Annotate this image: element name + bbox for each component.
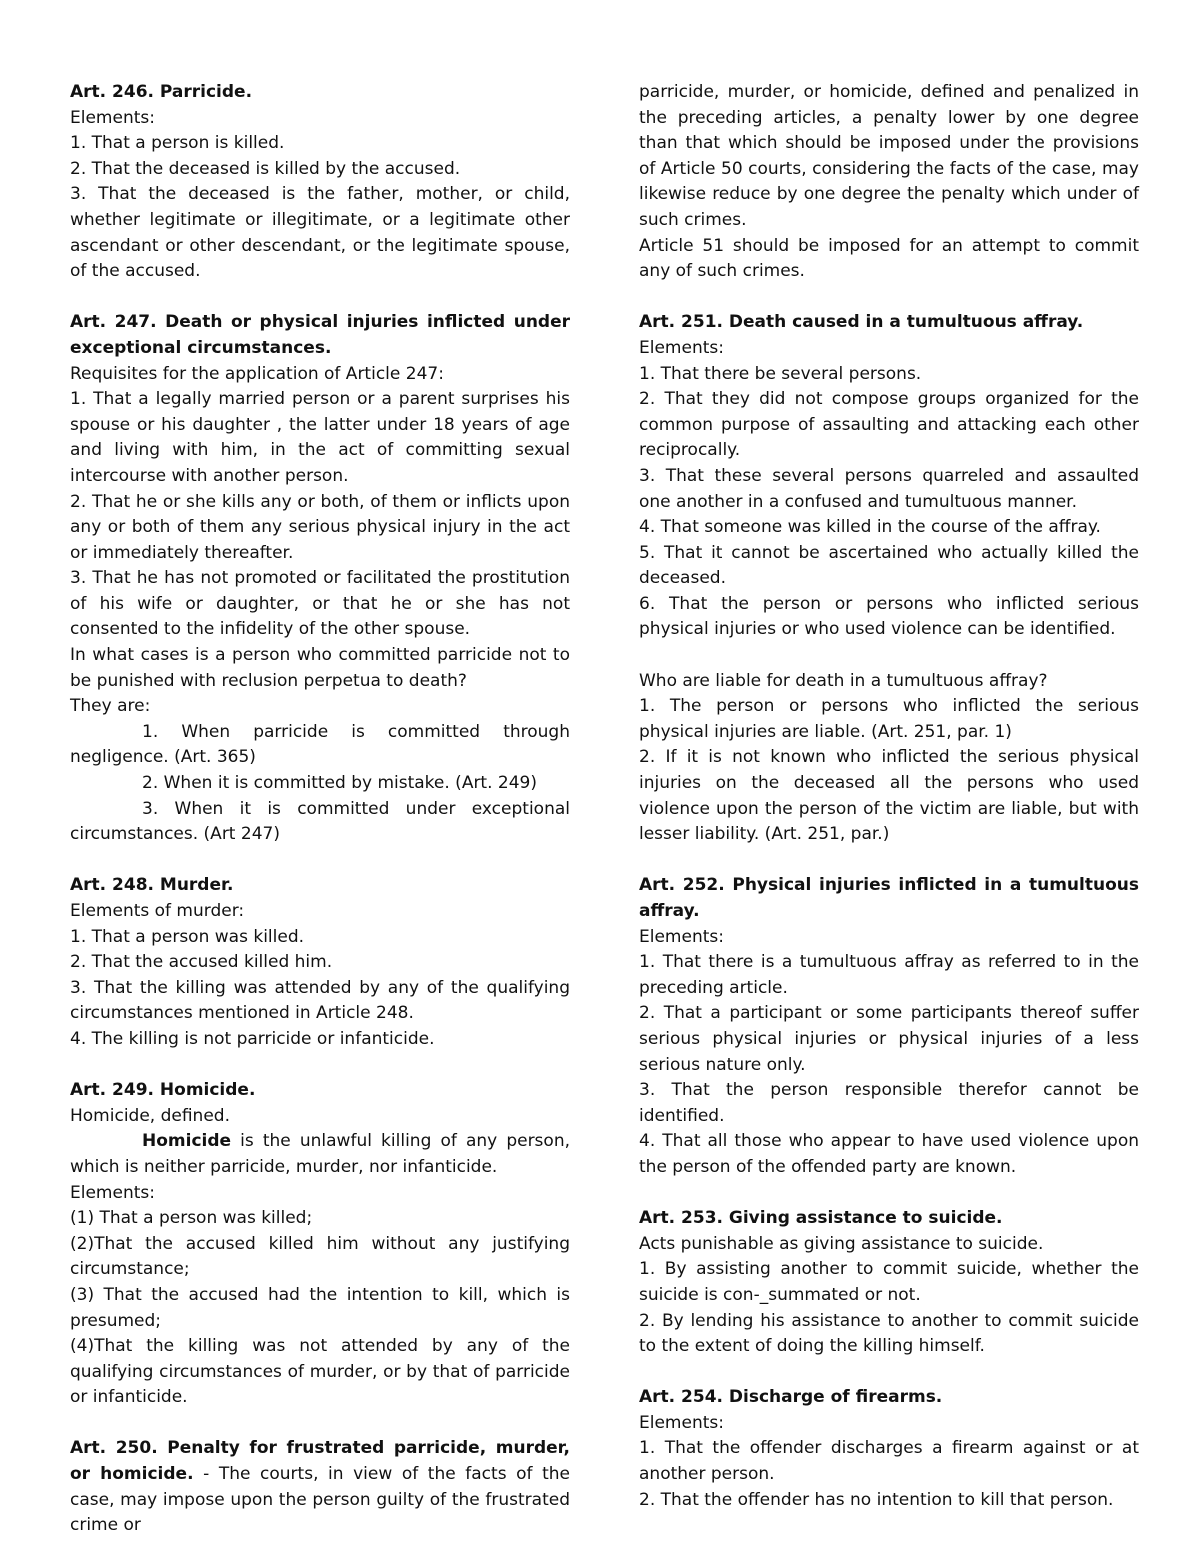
art-247-requisite-1: 1. That a legally married person or a parent surprises his spouse or his daughter , the latter under 18 years of age and living with him, in the act of committing sexual intercourse with another person. — [70, 389, 570, 486]
art-249-defined-label: Homicide, defined. — [70, 1105, 230, 1126]
art-251-elements-label: Elements: — [639, 337, 724, 358]
art-252-section — [639, 873, 1139, 1180]
left-column — [70, 80, 570, 1539]
art-248-heading: Art. 248. Murder. — [70, 875, 234, 896]
art-247-requisite-3: 3. That he has not promoted or facilitated the prostitution of his wife or daughter, or that he or she has not consented to the infidelity of the other spouse. — [70, 568, 570, 640]
art-251-element-3: 3. That these several persons quarreled and assaulted one another in a confused and tumultuous manner. — [639, 465, 1139, 512]
art-253-heading: Art. 253. Giving assistance to suicide. — [639, 1208, 1003, 1229]
right-column — [639, 80, 1139, 1513]
art-248-element-1: 1. That a person was killed. — [70, 926, 305, 947]
art-251-heading: Art. 251. Death caused in a tumultuous affray. — [639, 312, 1084, 333]
art-248-section — [70, 873, 570, 1052]
art-251-question: Who are liable for death in a tumultuous affray? — [639, 670, 1048, 691]
art-254-heading: Art. 254. Discharge of firearms. — [639, 1387, 943, 1408]
art-247-case-1: 1. When parricide is committed through negligence. (Art. 365) — [70, 721, 570, 768]
art-249-definition-term: Homicide — [142, 1131, 232, 1152]
art-249-heading: Art. 249. Homicide. — [70, 1080, 256, 1101]
art-251-element-4: 4. That someone was killed in the course of the affray. — [639, 517, 1101, 538]
art-252-element-2: 2. That a participant or some participants thereof suffer serious physical injuries or physical injuries of a less serious nature only. — [639, 1003, 1139, 1075]
art-254-element-2: 2. That the offender has no intention to kill that person. — [639, 1489, 1114, 1510]
art-248-element-2: 2. That the accused killed him. — [70, 952, 333, 973]
art-246-elements-label: Elements: — [70, 107, 155, 128]
art-251-element-2: 2. That they did not compose groups organized for the common purpose of assaulting and attacking each other reciprocally. — [639, 389, 1139, 461]
art-251-element-6: 6. That the person or persons who inflicted serious physical injuries or who used violence can be identified. — [639, 593, 1139, 640]
art-246-element-2: 2. That the deceased is killed by the accused. — [70, 158, 461, 179]
art-252-heading: Art. 252. Physical injuries inflicted in a tumultuous affray. — [639, 875, 1139, 921]
art-247-requisite-2: 2. That he or she kills any or both, of them or inflicts upon any or both of them any serious physical injury in the act or immediately thereafter. — [70, 491, 570, 563]
art-254-elements-label: Elements: — [639, 1412, 724, 1433]
art-254-element-1: 1. That the offender discharges a firearm against or at another person. — [639, 1438, 1139, 1485]
art-247-section — [70, 310, 570, 847]
art-246-element-1: 1. That a person is killed. — [70, 133, 285, 154]
art-246-element-3: 3. That the deceased is the father, mother, or child, whether legitimate or illegitimate, or a legitimate other ascendant or other descendant, or the legitimate spouse, of the accused. — [70, 184, 570, 282]
art-253-act-1: 1. By assisting another to commit suicide, whether the suicide is con-_summated or not. — [639, 1259, 1139, 1305]
art-251-section — [639, 310, 1139, 847]
art-247-requisites-label: Requisites for the application of Article 247: — [70, 363, 444, 384]
art-249-elements-label: Elements: — [70, 1182, 155, 1203]
art-254-section — [639, 1385, 1139, 1513]
art-250-continued-p1: parricide, murder, or homicide, defined and penalized in the preceding articles, a penalty lower by one degree than that which should be imposed under the provisions of Article 50 courts, considering the facts of the case, may likewise reduce by one degree the penalty which under of such crimes. — [639, 82, 1139, 230]
art-252-element-3: 3. That the person responsible therefor cannot be identified. — [639, 1080, 1139, 1126]
art-249-section — [70, 1078, 570, 1411]
art-250-continued-p2: Article 51 should be imposed for an attempt to commit any of such crimes. — [639, 235, 1139, 282]
art-248-element-3: 3. That the killing was attended by any of the qualifying circumstances mentioned in Article 248. — [70, 977, 570, 1024]
art-250-continued-section — [639, 80, 1139, 285]
art-251-element-1: 1. That there be several persons. — [639, 363, 922, 384]
art-251-answer-1: 1. The person or persons who inflicted the serious physical injuries are liable. (Art. 251, par. 1) — [639, 696, 1139, 742]
art-251-answer-2: 2. If it is not known who inflicted the serious physical injuries on the deceased all the persons who used violence upon the person of the victim are liable, but with lesser liability. (Art. 251, par.) — [639, 747, 1139, 845]
art-250-heading: Art. 250. Penalty for frustrated parricide, murder, or homicide. — [70, 1438, 570, 1485]
art-250-section — [70, 1436, 570, 1538]
art-249-definition — [70, 1129, 570, 1180]
art-249-element-1: (1) That a person was killed; — [70, 1208, 313, 1229]
art-250-paragraph — [70, 1436, 570, 1538]
art-247-question: In what cases is a person who committed parricide not to be punished with reclusion perpetua to death? — [70, 645, 570, 691]
art-246-heading: Art. 246. Parricide. — [70, 82, 253, 102]
art-253-act-2: 2. By lending his assistance to another to commit suicide to the extent of doing the killing himself. — [639, 1310, 1139, 1357]
art-251-element-5: 5. That it cannot be ascertained who actually killed the deceased. — [639, 542, 1139, 589]
art-253-section — [639, 1206, 1139, 1360]
art-252-element-4: 4. That all those who appear to have used violence upon the person of the offended party are known. — [639, 1131, 1139, 1177]
art-252-elements-label: Elements: — [639, 926, 724, 947]
art-252-element-1: 1. That there is a tumultuous affray as referred to in the preceding article. — [639, 952, 1139, 998]
art-249-element-3: (3) That the accused had the intention to kill, which is presumed; — [70, 1284, 570, 1331]
art-247-case-3: 3. When it is committed under exceptional circumstances. (Art 247) — [70, 798, 570, 845]
art-248-element-4: 4. The killing is not parricide or infanticide. — [70, 1028, 435, 1049]
art-248-elements-label: Elements of murder: — [70, 901, 245, 921]
art-249-element-2: (2)That the accused killed him without any justifying circumstance; — [70, 1233, 570, 1280]
art-247-heading: Art. 247. Death or physical injuries inflicted under exceptional circumstances. — [70, 312, 570, 358]
art-247-they-are: They are: — [70, 696, 151, 717]
art-246-section — [70, 80, 570, 285]
art-250-text-start: - The courts, in view of the facts of the case, may impose upon the person guilty of the frustrated crime or — [70, 1464, 570, 1536]
art-249-definition-rest: is the unlawful killing of any person, which is neither parricide, murder, nor infanticide. — [70, 1131, 570, 1177]
art-253-acts-label: Acts punishable as giving assistance to suicide. — [639, 1233, 1044, 1254]
art-249-element-4: (4)That the killing was not attended by any of the qualifying circumstances of murder, or by that of parricide or infanticide. — [70, 1336, 570, 1408]
art-247-case-2: 2. When it is committed by mistake. (Art. 249) — [142, 773, 537, 794]
